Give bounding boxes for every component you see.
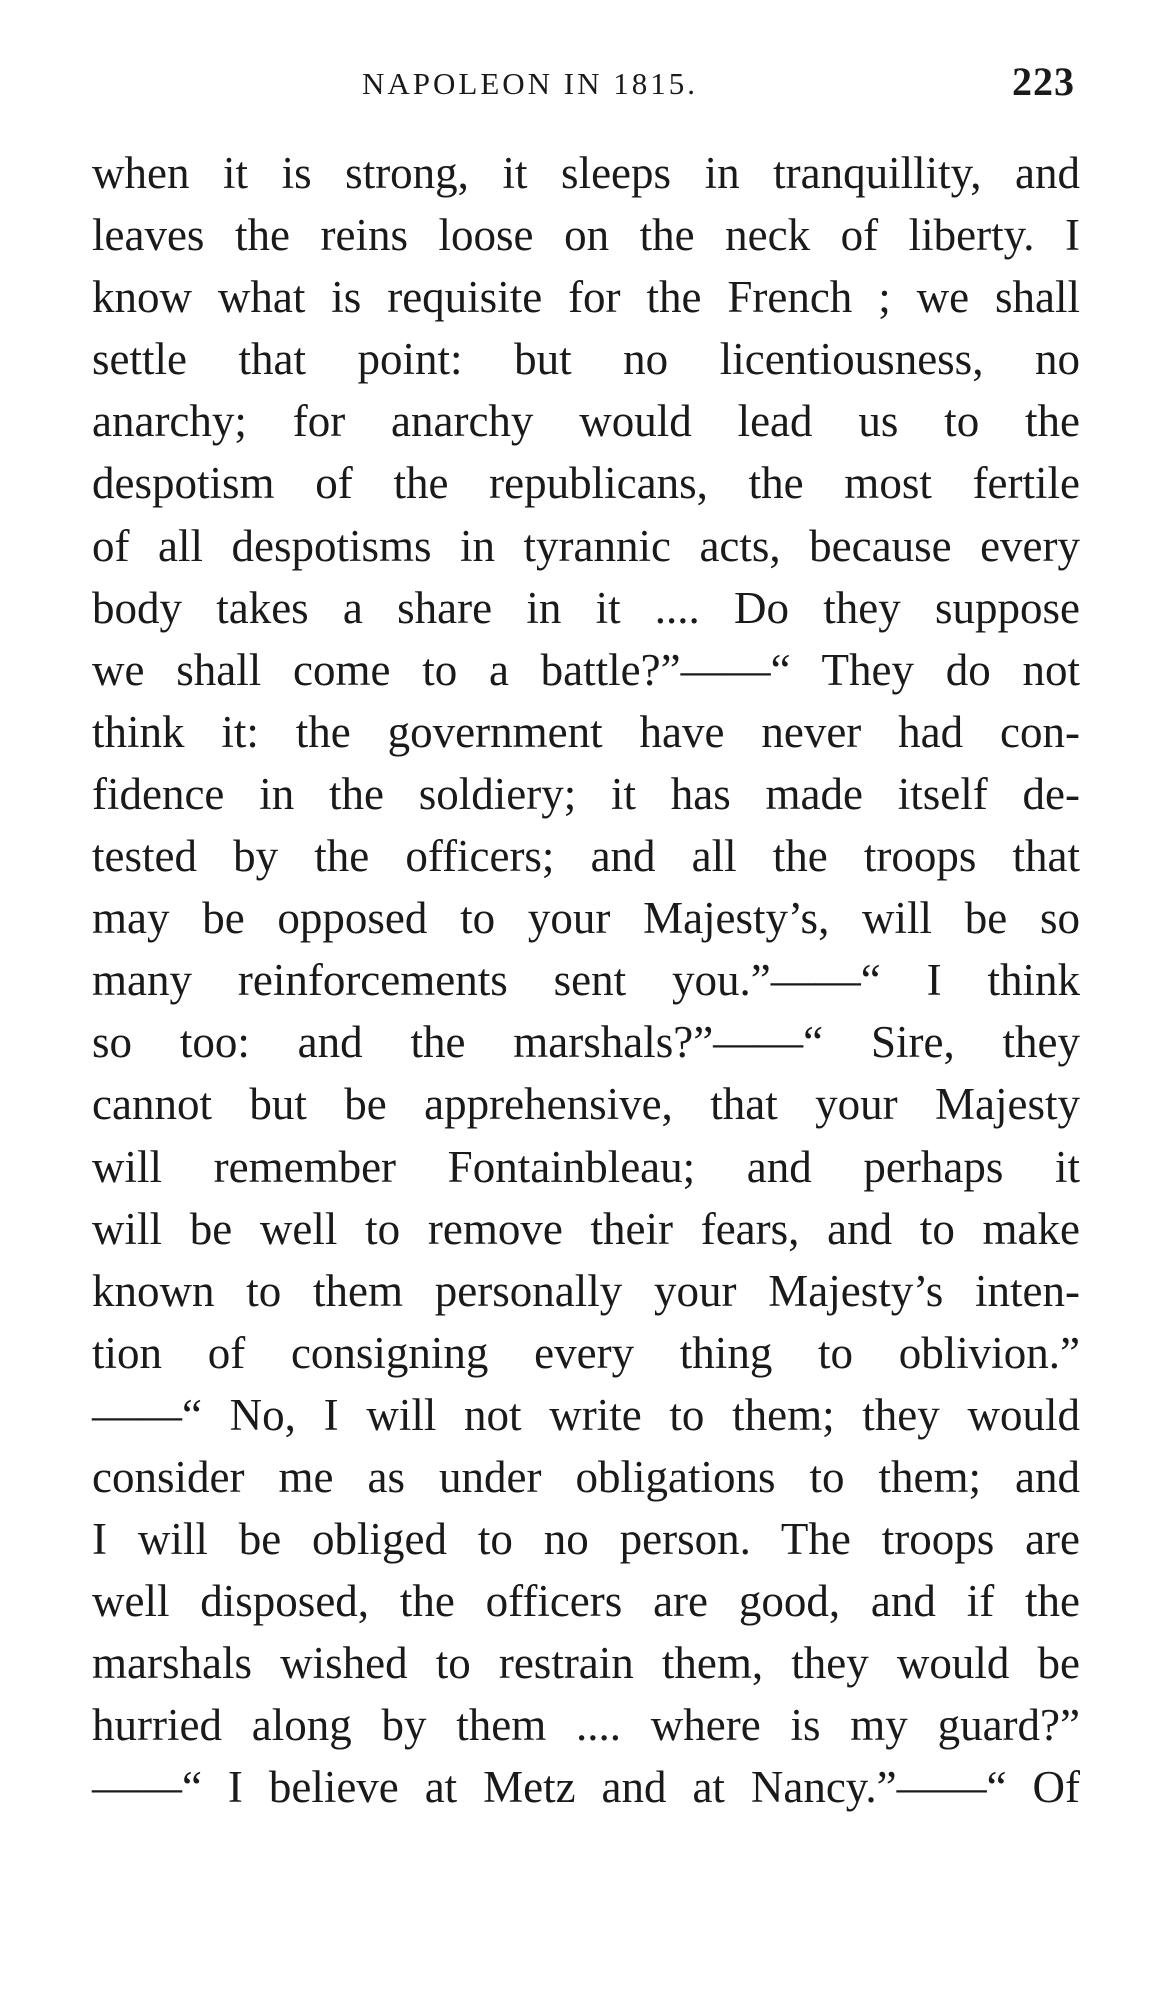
text-line: think it: the government have never had con- xyxy=(92,706,1080,757)
text-line: know what is requisite for the French ; we shall xyxy=(92,272,1080,323)
text-line: well disposed, the officers are good, and if the xyxy=(92,1576,1080,1627)
running-title: NAPOLEON IN 1815. xyxy=(361,66,698,101)
text-line: body takes a share in it .... Do they suppose xyxy=(92,582,1080,633)
text-line: tion of consigning every thing to oblivion.” xyxy=(92,1327,1080,1378)
text-line: marshals wished to restrain them, they would be xyxy=(92,1638,1080,1689)
text-line: may be opposed to your Majesty’s, will be so xyxy=(92,893,1080,944)
text-line: will remember Fontainbleau; and perhaps it xyxy=(92,1141,1080,1192)
text-line: tested by the officers; and all the troops that xyxy=(92,831,1080,882)
text-line: hurried along by them .... where is my guard?” xyxy=(92,1700,1080,1751)
text-line: anarchy; for anarchy would lead us to the xyxy=(92,396,1080,447)
text-line: I will be obliged to no person. The troops are xyxy=(92,1514,1080,1565)
text-line: leaves the reins loose on the neck of liberty. I xyxy=(92,210,1080,261)
text-line: so too: and the marshals?”——“ Sire, they xyxy=(92,1017,1080,1068)
text-line: will be well to remove their fears, and to make xyxy=(92,1203,1080,1254)
text-line: we shall come to a battle?”——“ They do not xyxy=(92,644,1080,695)
text-line: cannot but be apprehensive, that your Majesty xyxy=(92,1079,1080,1130)
page-number: 223 xyxy=(1012,59,1075,104)
text-line: known to them personally your Majesty’s inten- xyxy=(92,1265,1080,1316)
text-line: of all despotisms in tyrannic acts, because every xyxy=(92,520,1080,571)
text-line: fidence in the soldiery; it has made itself de- xyxy=(92,768,1080,819)
text-line: many reinforcements sent you.”——“ I think xyxy=(92,955,1080,1006)
text-line: despotism of the republicans, the most fertile xyxy=(92,458,1080,509)
running-head xyxy=(90,58,1075,108)
text-line: ——“ No, I will not write to them; they would xyxy=(92,1389,1080,1440)
text-line: ——“ I believe at Metz and at Nancy.”——“ Of xyxy=(92,1762,1080,1813)
body-text xyxy=(92,142,1080,1819)
text-line: when it is strong, it sleeps in tranquillity, and xyxy=(92,148,1080,198)
text-line: consider me as under obligations to them; and xyxy=(92,1451,1080,1502)
text-line: settle that point: but no licentiousness, no xyxy=(92,334,1080,385)
